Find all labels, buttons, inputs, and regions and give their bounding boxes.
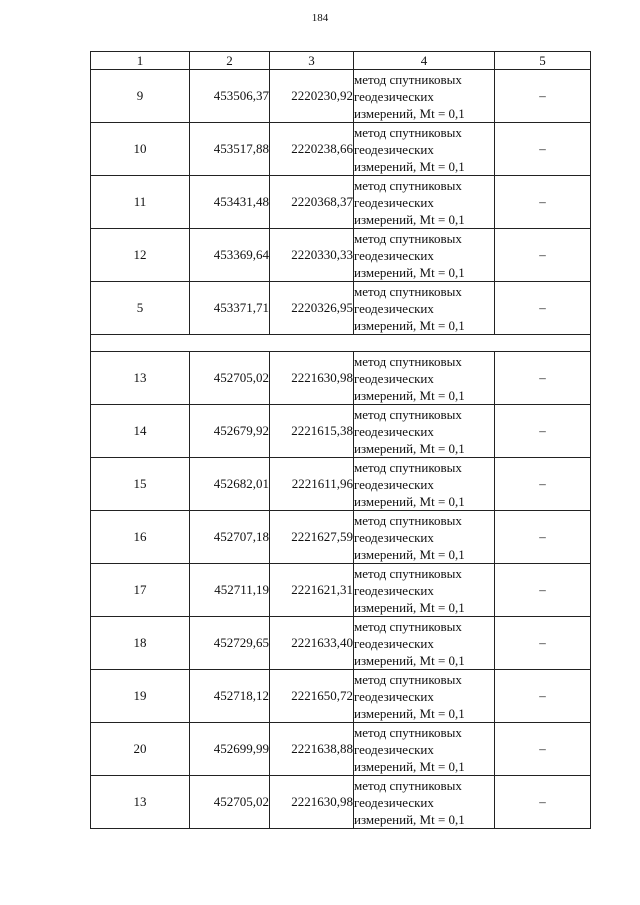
header-col-1: 1 [91, 52, 190, 70]
method-line: измерений, Mt = 0,1 [354, 387, 465, 403]
method-line: геодезических [354, 582, 434, 598]
page-number: 184 [311, 12, 329, 24]
method-description [354, 352, 495, 405]
header-col-5: 5 [495, 52, 591, 70]
method-line: метод спутниковых [354, 777, 462, 793]
method-line: измерений, Mt = 0,1 [354, 758, 465, 774]
point-number: 17 [91, 564, 190, 617]
method-line: измерений, Mt = 0,1 [354, 158, 465, 174]
point-number: 16 [91, 511, 190, 564]
table-row [91, 352, 591, 405]
method-description [354, 617, 495, 670]
method-description [354, 670, 495, 723]
y-coordinate: 2220230,92 [270, 70, 354, 123]
x-coordinate: 452705,02 [190, 776, 270, 829]
method-description [354, 123, 495, 176]
method-line: геодезических [354, 370, 434, 386]
point-number: 5 [91, 282, 190, 335]
method-line: метод спутниковых [354, 671, 462, 687]
method-line: измерений, Mt = 0,1 [354, 264, 465, 280]
note-cell: – [495, 405, 591, 458]
point-number: 13 [91, 776, 190, 829]
y-coordinate: 2221630,98 [270, 776, 354, 829]
method-line: метод спутниковых [354, 565, 462, 581]
method-line: измерений, Mt = 0,1 [354, 599, 465, 615]
method-description [354, 511, 495, 564]
x-coordinate: 452711,19 [190, 564, 270, 617]
method-line: геодезических [354, 247, 434, 263]
method-line: измерений, Mt = 0,1 [354, 811, 465, 827]
method-line: метод спутниковых [354, 618, 462, 634]
note-cell: – [495, 176, 591, 229]
y-coordinate: 2221638,88 [270, 723, 354, 776]
table-row [91, 405, 591, 458]
x-coordinate: 452718,12 [190, 670, 270, 723]
table-row [91, 123, 591, 176]
table-row [91, 670, 591, 723]
y-coordinate: 2221650,72 [270, 670, 354, 723]
method-description [354, 776, 495, 829]
y-coordinate: 2220326,95 [270, 282, 354, 335]
method-line: метод спутниковых [354, 230, 462, 246]
method-line: метод спутниковых [354, 283, 462, 299]
method-line: метод спутниковых [354, 124, 462, 140]
method-line: метод спутниковых [354, 512, 462, 528]
note-cell: – [495, 458, 591, 511]
table-row [91, 176, 591, 229]
x-coordinate: 452707,18 [190, 511, 270, 564]
method-line: геодезических [354, 741, 434, 757]
table-row [91, 458, 591, 511]
x-coordinate: 453517,88 [190, 123, 270, 176]
note-cell: – [495, 229, 591, 282]
y-coordinate: 2221633,40 [270, 617, 354, 670]
table-row [91, 617, 591, 670]
method-line: измерений, Mt = 0,1 [354, 493, 465, 509]
y-coordinate: 2221627,59 [270, 511, 354, 564]
point-number: 11 [91, 176, 190, 229]
method-description [354, 70, 495, 123]
method-description [354, 564, 495, 617]
method-line: измерений, Mt = 0,1 [354, 546, 465, 562]
method-line: геодезических [354, 794, 434, 810]
method-description [354, 723, 495, 776]
x-coordinate: 452729,65 [190, 617, 270, 670]
x-coordinate: 453369,64 [190, 229, 270, 282]
y-coordinate: 2221630,98 [270, 352, 354, 405]
note-cell: – [495, 511, 591, 564]
table-header [91, 52, 591, 70]
y-coordinate: 2220330,33 [270, 229, 354, 282]
header-col-4: 4 [354, 52, 495, 70]
method-line: метод спутниковых [354, 353, 462, 369]
coordinates-table [90, 51, 591, 829]
method-description [354, 405, 495, 458]
y-coordinate: 2221621,31 [270, 564, 354, 617]
point-number: 20 [91, 723, 190, 776]
header-col-2: 2 [190, 52, 270, 70]
method-line: метод спутниковых [354, 406, 462, 422]
note-cell: – [495, 776, 591, 829]
y-coordinate: 2221611,96 [270, 458, 354, 511]
group-separator-row [91, 335, 591, 352]
method-description [354, 282, 495, 335]
point-number: 14 [91, 405, 190, 458]
method-line: метод спутниковых [354, 724, 462, 740]
method-line: геодезических [354, 423, 434, 439]
note-cell: – [495, 723, 591, 776]
x-coordinate: 452679,92 [190, 405, 270, 458]
y-coordinate: 2220368,37 [270, 176, 354, 229]
point-number: 18 [91, 617, 190, 670]
note-cell: – [495, 670, 591, 723]
point-number: 10 [91, 123, 190, 176]
table-row [91, 776, 591, 829]
note-cell: – [495, 617, 591, 670]
method-line: геодезических [354, 88, 434, 104]
header-row [91, 52, 591, 70]
method-line: измерений, Mt = 0,1 [354, 317, 465, 333]
note-cell: – [495, 123, 591, 176]
point-number: 9 [91, 70, 190, 123]
point-number: 15 [91, 458, 190, 511]
table-row [91, 564, 591, 617]
method-description [354, 229, 495, 282]
method-description [354, 176, 495, 229]
method-line: геодезических [354, 141, 434, 157]
x-coordinate: 452699,99 [190, 723, 270, 776]
point-number: 12 [91, 229, 190, 282]
table-row [91, 511, 591, 564]
group-separator-cell [91, 335, 591, 352]
method-line: измерений, Mt = 0,1 [354, 211, 465, 227]
method-line: измерений, Mt = 0,1 [354, 105, 465, 121]
table-row [91, 70, 591, 123]
note-cell: – [495, 352, 591, 405]
method-line: геодезических [354, 476, 434, 492]
note-cell: – [495, 70, 591, 123]
y-coordinate: 2221615,38 [270, 405, 354, 458]
x-coordinate: 453431,48 [190, 176, 270, 229]
method-line: измерений, Mt = 0,1 [354, 705, 465, 721]
method-line: измерений, Mt = 0,1 [354, 440, 465, 456]
x-coordinate: 452682,01 [190, 458, 270, 511]
note-cell: – [495, 282, 591, 335]
method-line: геодезических [354, 300, 434, 316]
method-description [354, 458, 495, 511]
point-number: 13 [91, 352, 190, 405]
x-coordinate: 452705,02 [190, 352, 270, 405]
method-line: метод спутниковых [354, 177, 462, 193]
point-number: 19 [91, 670, 190, 723]
method-line: геодезических [354, 194, 434, 210]
y-coordinate: 2220238,66 [270, 123, 354, 176]
method-line: метод спутниковых [354, 71, 462, 87]
x-coordinate: 453506,37 [190, 70, 270, 123]
method-line: геодезических [354, 635, 434, 651]
method-line: геодезических [354, 688, 434, 704]
method-line: метод спутниковых [354, 459, 462, 475]
method-line: измерений, Mt = 0,1 [354, 652, 465, 668]
table-row [91, 723, 591, 776]
header-col-3: 3 [270, 52, 354, 70]
x-coordinate: 453371,71 [190, 282, 270, 335]
table-row [91, 229, 591, 282]
table-row [91, 282, 591, 335]
note-cell: – [495, 564, 591, 617]
table-body [91, 70, 591, 829]
method-line: геодезических [354, 529, 434, 545]
